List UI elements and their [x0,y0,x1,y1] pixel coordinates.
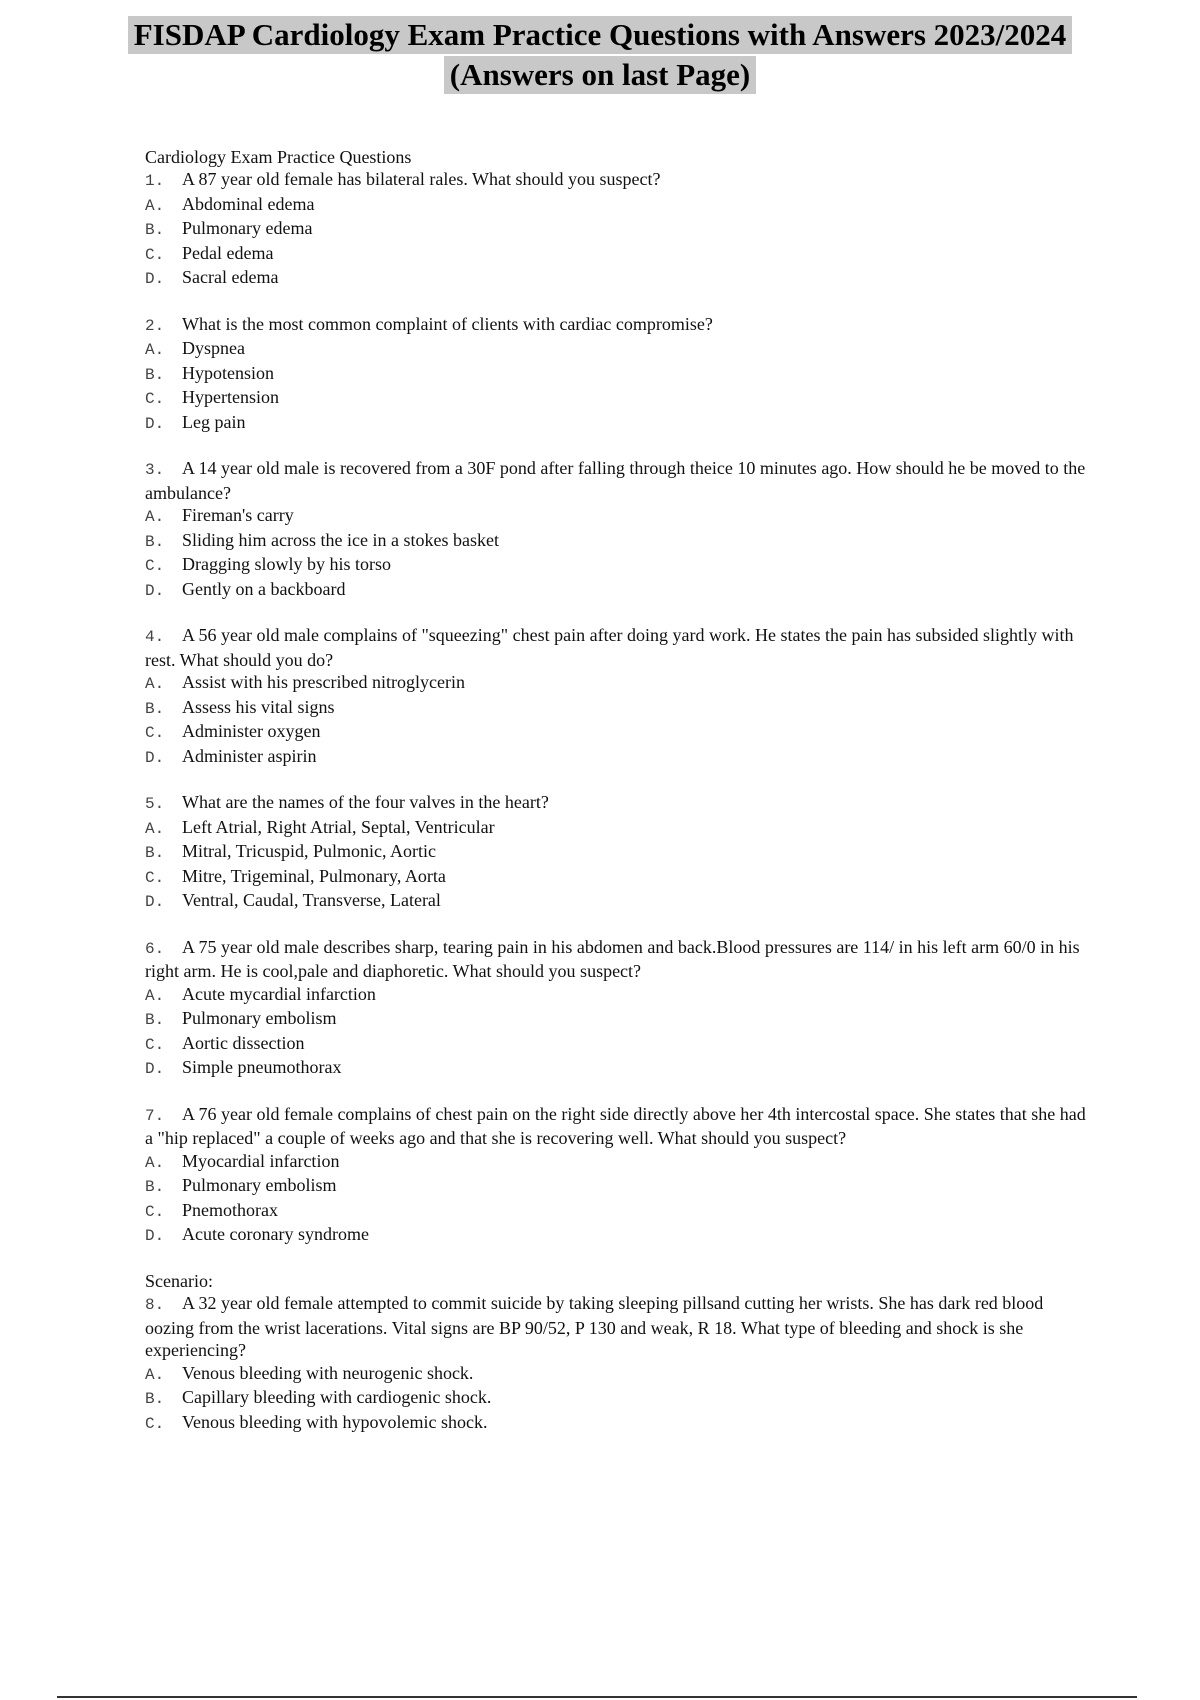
question-text: A 56 year old male complains of "squeezing" chest pain after doing yard work. He states the pain has subsided slightly with rest. What should you do? [145,625,1074,670]
answer-option [145,1199,1095,1224]
question-block [145,624,1095,769]
option-letter: A. [145,508,165,526]
question-stem [145,313,1095,338]
option-text: Mitral, Tricuspid, Pulmonic, Aortic [182,841,437,861]
option-text: Hypertension [182,387,279,407]
option-letter: D. [145,893,165,911]
option-letter: C. [145,868,165,887]
option-letter: A. [145,1365,165,1384]
option-text: Administer aspirin [182,745,317,766]
option-text: Simple pneumothorax [182,1057,342,1077]
question-number: 2. [145,316,165,335]
answer-option [145,745,1095,770]
option-text: Abdominal edema [182,193,315,214]
answer-option [145,266,1095,291]
answer-option [145,217,1095,242]
answer-option [145,671,1095,696]
option-letter: D. [145,270,165,288]
option-text: Acute coronary syndrome [182,1224,369,1244]
answer-option [145,1411,1095,1436]
question-number: 1. [145,172,165,190]
document-header [0,16,1200,94]
answer-option [145,889,1095,914]
option-letter: C. [145,1414,165,1433]
option-letter: B. [145,1390,165,1408]
question-stem [145,791,1095,816]
question-stem [145,457,1095,504]
document-title: FISDAP Cardiology Exam Practice Questions with Answers 2023/2024 [128,16,1073,54]
question-text: A 76 year old female complains of chest pain on the right side directly above her 4th intercostal space. She states that she had a "hip replaced" a couple of weeks ago and that she is recovering well. What should you suspect? [145,1103,1086,1148]
option-text: Pnemothorax [182,1199,278,1220]
question-text: What are the names of the four valves in the heart? [182,792,549,812]
question-block [145,791,1095,914]
question-number: 3. [145,461,165,479]
option-letter: A. [145,819,165,838]
question-number: 5. [145,795,165,813]
option-letter: C. [145,1035,165,1054]
option-text: Ventral, Caudal, Transverse, Lateral [182,890,441,910]
option-text: Assess his vital signs [182,696,335,717]
option-text: Capillary bleeding with cardiogenic shock. [182,1387,492,1407]
answer-option [145,840,1095,865]
answer-option [145,1150,1095,1175]
answer-option [145,411,1095,436]
document-body [145,146,1095,1457]
question-text: What is the most common complaint of clients with cardiac compromise? [182,313,713,334]
option-text: Sliding him across the ice in a stokes basket [182,529,499,550]
answer-option [145,1223,1095,1248]
question-number: 7. [145,1106,165,1125]
question-text: A 32 year old female attempted to commit suicide by taking sleeping pillsand cutting her wrists. She has dark red blood oozing from the wrist lacerations. Vital signs are BP 90/52, P 130 and weak, R 18. What type of bleeding and shock is she experiencing? [145,1293,1044,1360]
option-text: Myocardial infarction [182,1150,340,1171]
option-letter: A. [145,675,165,693]
document-subtitle: (Answers on last Page) [444,56,757,94]
option-letter: B. [145,1011,165,1029]
question-number: 4. [145,628,165,646]
question-block [145,457,1095,602]
question-stem [145,624,1095,671]
option-letter: D. [145,414,165,433]
answer-option [145,242,1095,267]
answer-option [145,816,1095,841]
option-text: Gently on a backboard [182,578,346,599]
question-stem [145,1292,1095,1362]
answer-option [145,529,1095,554]
option-text: Aortic dissection [182,1032,305,1053]
answer-option [145,578,1095,603]
option-letter: A. [145,1153,165,1172]
option-text: Sacral edema [182,267,279,287]
page-bottom-rule [57,1696,1137,1698]
option-letter: D. [145,1227,165,1245]
answer-option [145,983,1095,1008]
answer-option [145,386,1095,411]
answer-option [145,1386,1095,1411]
question-stem [145,936,1095,983]
question-stem [145,1103,1095,1150]
option-letter: B. [145,699,165,718]
answer-option [145,1032,1095,1057]
answer-option [145,1007,1095,1032]
question-text: A 75 year old male describes sharp, tearing pain in his abdomen and back.Blood pressures are 114/ in his left arm 60/0 in his right arm. He is cool,pale and diaphoretic. What should you suspect? [145,936,1080,981]
option-text: Pulmonary embolism [182,1175,337,1195]
option-text: Mitre, Trigeminal, Pulmonary, Aorta [182,865,446,886]
option-letter: C. [145,390,165,408]
answer-option [145,1056,1095,1081]
option-letter: A. [145,341,165,359]
option-letter: D. [145,748,165,767]
option-letter: B. [145,365,165,384]
option-text: Fireman's carry [182,505,294,525]
section-heading: Cardiology Exam Practice Questions [145,147,412,167]
option-text: Dragging slowly by his torso [182,554,391,574]
option-text: Pulmonary edema [182,218,313,238]
answer-option [145,504,1095,529]
option-text: Left Atrial, Right Atrial, Septal, Ventricular [182,816,495,837]
option-text: Assist with his prescribed nitroglycerin [182,672,465,692]
answer-option [145,193,1095,218]
answer-option [145,720,1095,745]
question-number: 8. [145,1296,165,1314]
answer-option [145,362,1095,387]
option-text: Pulmonary embolism [182,1008,337,1028]
option-letter: C. [145,1202,165,1221]
option-letter: B. [145,844,165,862]
answer-option [145,865,1095,890]
scenario-label: Scenario: [145,1270,213,1291]
question-block [145,1270,1095,1436]
option-letter: B. [145,221,165,239]
option-letter: D. [145,1060,165,1078]
answer-option [145,696,1095,721]
question-block [145,313,1095,436]
option-letter: A. [145,196,165,215]
answer-option [145,1362,1095,1387]
answer-option [145,1174,1095,1199]
option-text: Leg pain [182,411,246,432]
option-text: Venous bleeding with hypovolemic shock. [182,1411,488,1432]
answer-option [145,553,1095,578]
option-letter: B. [145,532,165,551]
option-text: Administer oxygen [182,721,321,741]
question-stem [145,168,1095,193]
option-letter: B. [145,1178,165,1196]
answer-option [145,337,1095,362]
option-text: Dyspnea [182,338,245,358]
option-text: Acute mycardial infarction [182,983,376,1004]
question-block [145,168,1095,291]
question-block [145,936,1095,1081]
option-letter: C. [145,245,165,264]
option-text: Venous bleeding with neurogenic shock. [182,1362,474,1383]
question-list [145,168,1095,1435]
question-text: A 87 year old female has bilateral rales. What should you suspect? [182,169,661,189]
question-number: 6. [145,939,165,958]
question-text: A 14 year old male is recovered from a 30F pond after falling through theice 10 minutes ago. How should he be moved to the ambulance? [145,458,1086,503]
option-letter: A. [145,986,165,1005]
option-letter: C. [145,557,165,575]
option-text: Hypotension [182,362,274,383]
option-text: Pedal edema [182,242,274,263]
option-letter: D. [145,581,165,600]
option-letter: C. [145,724,165,742]
question-block [145,1103,1095,1248]
